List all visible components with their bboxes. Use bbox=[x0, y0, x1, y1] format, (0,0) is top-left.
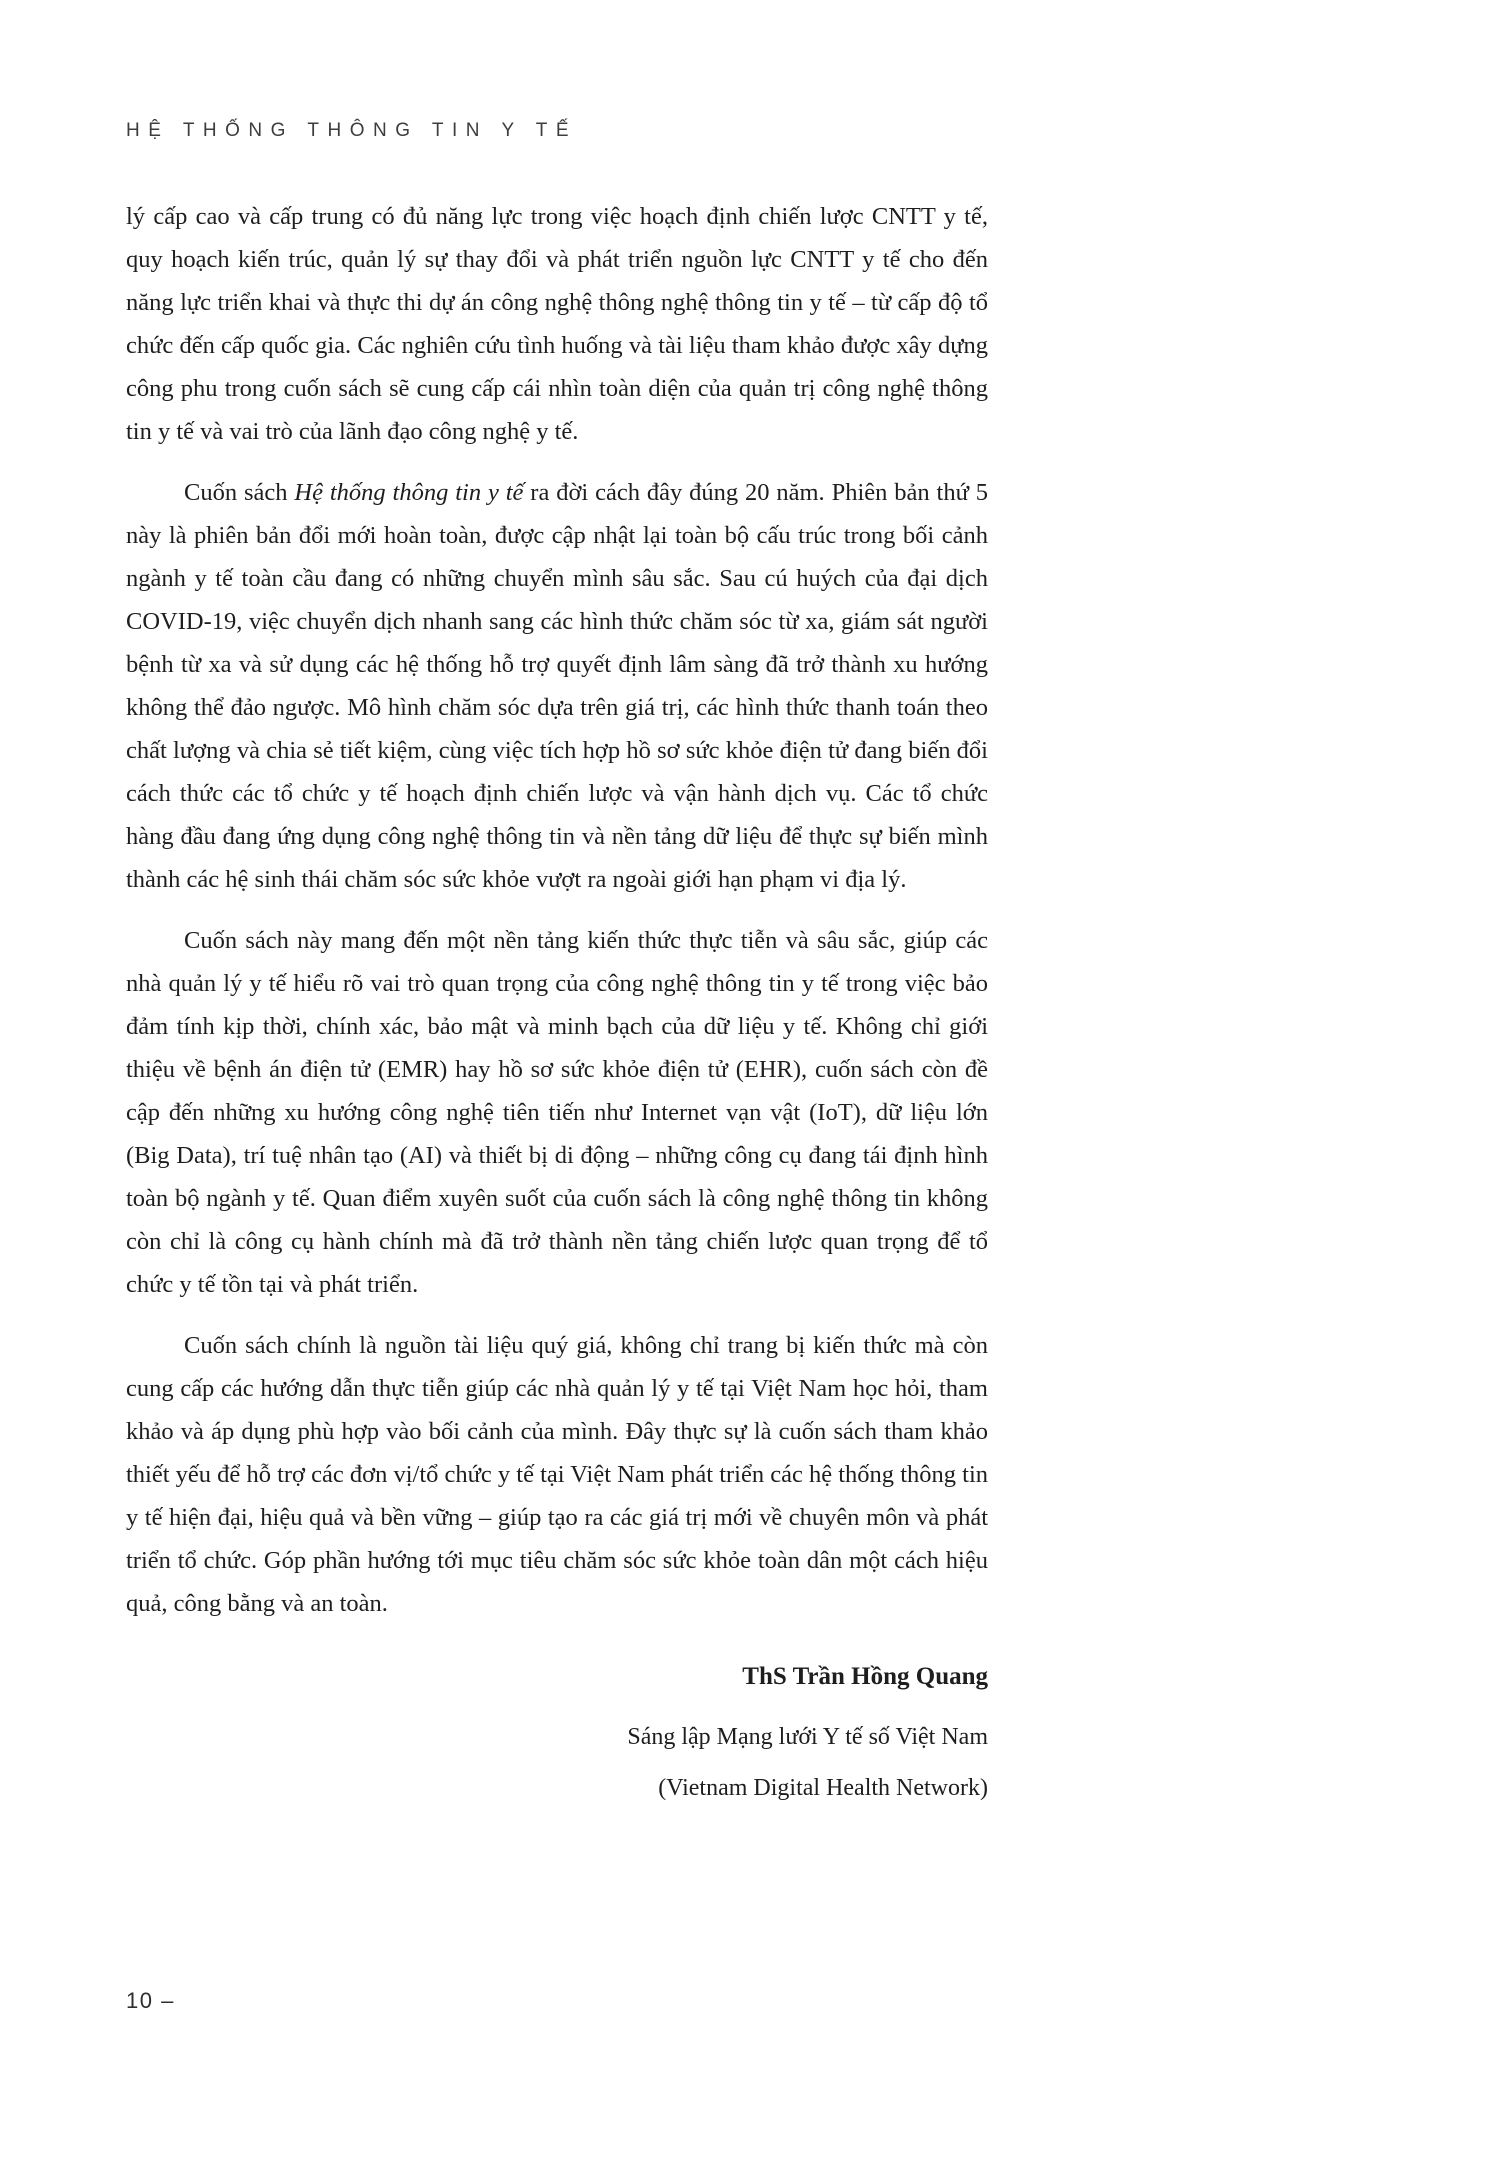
running-header: HỆ THỐNG THÔNG TIN Y TẾ bbox=[126, 120, 577, 141]
text-run: Cuốn sách bbox=[184, 479, 295, 506]
text-run: ra đời cách đây đúng 20 năm. Phiên bản thứ 5 này là phiên bản đổi mới hoàn toàn, được cập nhật lại toàn bộ cấu trúc trong bối cảnh ngành y tế toàn cầu đang có những chuyển mình sâu sắc. Sau cú huých của đại dịch COVID-19, việc chuyển dịch nhanh sang các hình thức chăm sóc từ xa, giám sát người bệnh từ xa và sử dụng các hệ thống hỗ trợ quyết định lâm sàng đã trở thành xu hướng không thể đảo ngược. Mô hình chăm sóc dựa trên giá trị, các hình thức thanh toán theo chất lượng và chia sẻ tiết kiệm, cùng việc tích hợp hồ sơ sức khỏe điện tử đang biến đổi cách thức các tổ chức y tế hoạch định chiến lược và vận hành dịch vụ. Các tổ chức hàng đầu đang ứng dụng công nghệ thông tin và nền tảng dữ liệu để thực sự biến mình thành các hệ sinh thái chăm sóc sức khỏe vượt ra ngoài giới hạn phạm vi địa lý. bbox=[126, 479, 988, 893]
paragraph: Cuốn sách chính là nguồn tài liệu quý giá, không chỉ trang bị kiến thức mà còn cung cấp các hướng dẫn thực tiễn giúp các nhà quản lý y tế tại Việt Nam học hỏi, tham khảo và áp dụng phù hợp vào bối cảnh của mình. Đây thực sự là cuốn sách tham khảo thiết yếu để hỗ trợ các đơn vị/tổ chức y tế tại Việt Nam phát triển các hệ thống thông tin y tế hiện đại, hiệu quả và bền vững – giúp tạo ra các giá trị mới về chuyên môn và phát triển tổ chức. Góp phần hướng tới mục tiêu chăm sóc sức khỏe toàn dân một cách hiệu quả, công bằng và an toàn. bbox=[126, 1332, 988, 1617]
page-content bbox=[126, 120, 988, 1814]
page-number: 10 – bbox=[126, 1988, 175, 2013]
paragraph bbox=[126, 471, 988, 901]
author-org-en: (Vietnam Digital Health Network) bbox=[658, 1775, 988, 1801]
author-role: Sáng lập Mạng lưới Y tế số Việt Nam bbox=[627, 1724, 988, 1750]
paragraph: Cuốn sách này mang đến một nền tảng kiến thức thực tiễn và sâu sắc, giúp các nhà quản lý y tế hiểu rõ vai trò quan trọng của công nghệ thông tin y tế trong việc bảo đảm tính kịp thời, chính xác, bảo mật và minh bạch của dữ liệu y tế. Không chỉ giới thiệu về bệnh án điện tử (EMR) hay hồ sơ sức khỏe điện tử (EHR), cuốn sách còn đề cập đến những xu hướng công nghệ tiên tiến như Internet vạn vật (IoT), dữ liệu lớn (Big Data), trí tuệ nhân tạo (AI) và thiết bị di động – những công cụ đang tái định hình toàn bộ ngành y tế. Quan điểm xuyên suốt của cuốn sách là công nghệ thông tin không còn chỉ là công cụ hành chính mà đã trở thành nền tảng chiến lược quan trọng để tổ chức y tế tồn tại và phát triển. bbox=[126, 927, 988, 1298]
book-title-italic: Hệ thống thông tin y tế bbox=[294, 479, 524, 506]
author-name: ThS Trần Hồng Quang bbox=[742, 1663, 988, 1690]
signature-block bbox=[126, 1651, 988, 1814]
page-body bbox=[126, 195, 988, 1625]
paragraph-continuation: lý cấp cao và cấp trung có đủ năng lực trong việc hoạch định chiến lược CNTT y tế, quy hoạch kiến trúc, quản lý sự thay đổi và phát triển nguồn lực CNTT y tế cho đến năng lực triển khai và thực thi dự án công nghệ thông nghệ thông tin y tế – từ cấp độ tổ chức đến cấp quốc gia. Các nghiên cứu tình huống và tài liệu tham khảo được xây dựng công phu trong cuốn sách sẽ cung cấp cái nhìn toàn diện của quản trị công nghệ thông tin y tế và vai trò của lãnh đạo công nghệ y tế. bbox=[126, 203, 988, 445]
